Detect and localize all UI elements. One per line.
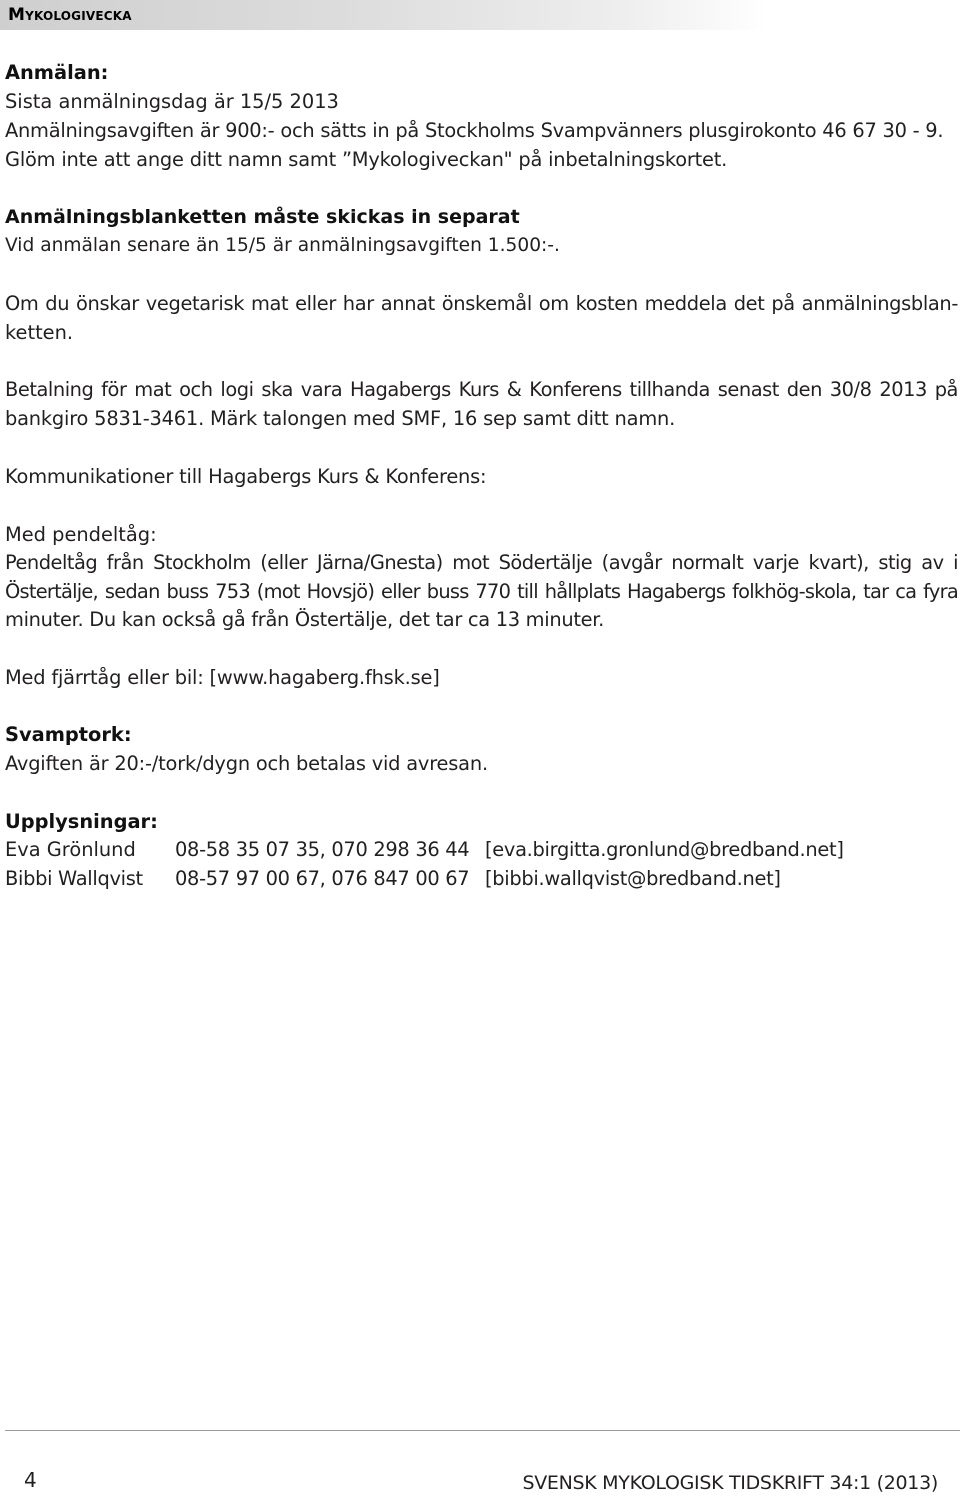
registration-heading: Anmälan: [5,61,109,84]
diet-line-2: ketten. [5,321,74,344]
payment-line-1-text: Betalning för mat och logi ska vara Hagabergs Kurs & Konferens tillhanda senast den 30/8 2013 på [5,378,958,401]
footer-rule [5,1430,960,1431]
info-heading: Upplysningar: [5,810,158,833]
contact-name: Bibbi Wallqvist [5,867,143,890]
registration-deadline: Sista anmälningsdag är 15/5 2013 [5,90,339,113]
contact-phone: 08-58 35 07 35, 070 298 36 44 [175,838,470,861]
contact-phone: 08-57 97 00 67, 076 847 00 67 [175,867,470,890]
section-title: Mykologivecka [8,5,132,25]
contact-email[interactable]: [bibbi.wallqvist@bredband.net] [485,867,781,890]
journal-title: SVENSK MYKOLOGISK TIDSKRIFT 34:1 (2013) [522,1472,938,1494]
train-line-2 [5,578,958,606]
diet-line-1 [5,290,958,318]
train-line-3: minuter. Du kan också gå från Östertälje, det tar ca 13 minuter. [5,608,605,631]
train-line-1-text: Pendeltåg från Stockholm (eller Järna/Gnesta) mot Södertälje (avgår normalt varje kvart), stig av i [5,551,958,574]
payment-line-2: bankgiro 5831-3461. Märk talongen med SMF, 16 sep samt ditt namn. [5,407,676,430]
train-heading: Med pendeltåg: [5,523,157,546]
contact-name: Eva Grönlund [5,838,136,861]
car-info: Med fjärrtåg eller bil: [www.hagaberg.fhsk.se] [5,666,440,689]
registration-reminder: Glöm inte att ange ditt namn samt ”Mykologiveckan" på inbetalningskortet. [5,148,728,171]
form-heading: Anmälningsblanketten måste skickas in separat [5,206,520,228]
drying-heading: Svamptork: [5,723,132,746]
page-number: 4 [24,1468,37,1492]
contact-row [5,836,955,864]
contact-row [5,865,955,893]
drying-text: Avgiften är 20:-/tork/dygn och betalas vid avresan. [5,752,488,775]
diet-line-1-text: Om du önskar vegetarisk mat eller har annat önskemål om kosten meddela det på anmälningsblan- [5,292,958,315]
payment-line-1 [5,376,958,404]
train-line-1 [5,549,958,577]
transport-intro: Kommunikationer till Hagabergs Kurs & Konferens: [5,465,487,488]
late-fee: Vid anmälan senare än 15/5 är anmälningsavgiften 1.500:-. [5,235,560,256]
train-line-2-text: Östertälje, sedan buss 753 (mot Hovsjö) eller buss 770 till hållplats Hagabergs folkhög-skola, tar ca fyra [5,580,958,603]
contact-email[interactable]: [eva.birgitta.gronlund@bredband.net] [485,838,844,861]
section-header-bar [0,0,960,30]
registration-fee: Anmälningsavgiften är 900:- och sätts in på Stockholms Svampvänners plusgirokonto 46 67 30 - 9. [5,119,944,142]
